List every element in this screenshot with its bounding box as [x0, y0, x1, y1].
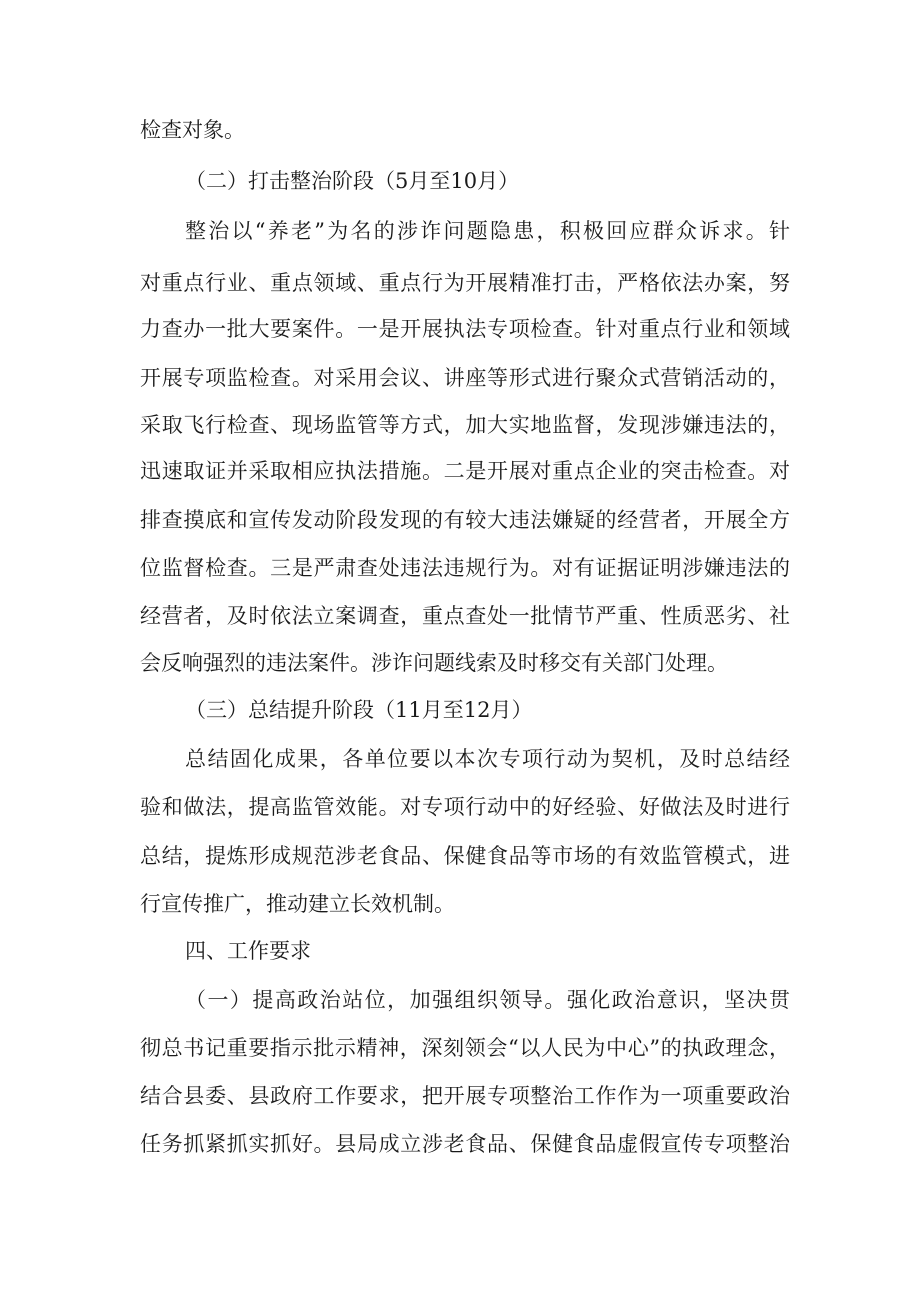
text-line-22: 任务抓紧抓实抓好。县局成立涉老食品、保健食品虚假宣传专项整治: [140, 1132, 790, 1156]
section-heading-stage-3: （三）总结提升阶段（11月至12月）: [185, 698, 533, 722]
text-line-12: 会反响强烈的违法案件。涉诈问题线索及时移交有关部门处理。: [140, 651, 728, 675]
text-line-7: 采取飞行检查、现场监管等方式，加大实地监督，发现涉嫌违法的，: [140, 413, 790, 437]
text-line-1: 检查对象。: [140, 118, 245, 142]
text-line-21: 结合县委、县政府工作要求，把开展专项整治工作作为一项重要政治: [140, 1084, 790, 1108]
text-line-4: 对重点行业、重点领域、重点行为开展精准打击，严格依法办案，努: [140, 271, 790, 295]
text-line-10: 位监督检查。三是严肃查处违法违规行为。对有证据证明涉嫌违法的: [140, 556, 790, 580]
text-line-16: 总结，提炼形成规范涉老食品、保健食品等市场的有效监管模式，进: [140, 844, 790, 868]
text-line-3: 整治以“养老”为名的涉诈问题隐患，积极回应群众诉求。针: [185, 219, 790, 243]
text-line-17: 行宣传推广，推动建立长效机制。: [140, 892, 455, 916]
text-line-5: 力查办一批大要案件。一是开展执法专项检查。针对重点行业和领域: [140, 317, 790, 341]
text-line-15: 验和做法，提高监管效能。对专项行动中的好经验、好做法及时进行: [140, 795, 790, 819]
text-line-11: 经营者，及时依法立案调查，重点查处一批情节严重、性质恶劣、社: [140, 604, 790, 628]
text-line-9: 排查摸底和宣传发动阶段发现的有较大违法嫌疑的经营者，开展全方: [140, 508, 790, 532]
text-line-6: 开展专项监检查。对采用会议、讲座等形式进行聚众式营销活动的，: [140, 366, 790, 390]
text-line-8: 迅速取证并采取相应执法措施。二是开展对重点企业的突击检查。对: [140, 459, 790, 483]
text-line-19: （一）提高政治站位，加强组织领导。强化政治意识，坚决贯: [185, 988, 790, 1012]
text-line-20: 彻总书记重要指示批示精神，深刻领会“以人民为中心”的执政理念，: [140, 1036, 790, 1060]
section-heading-work-requirements: 四、工作要求: [185, 939, 311, 963]
section-heading-stage-2: （二）打击整治阶段（5月至10月）: [185, 169, 520, 193]
text-line-14: 总结固化成果，各单位要以本次专项行动为契机，及时总结经: [185, 747, 790, 771]
